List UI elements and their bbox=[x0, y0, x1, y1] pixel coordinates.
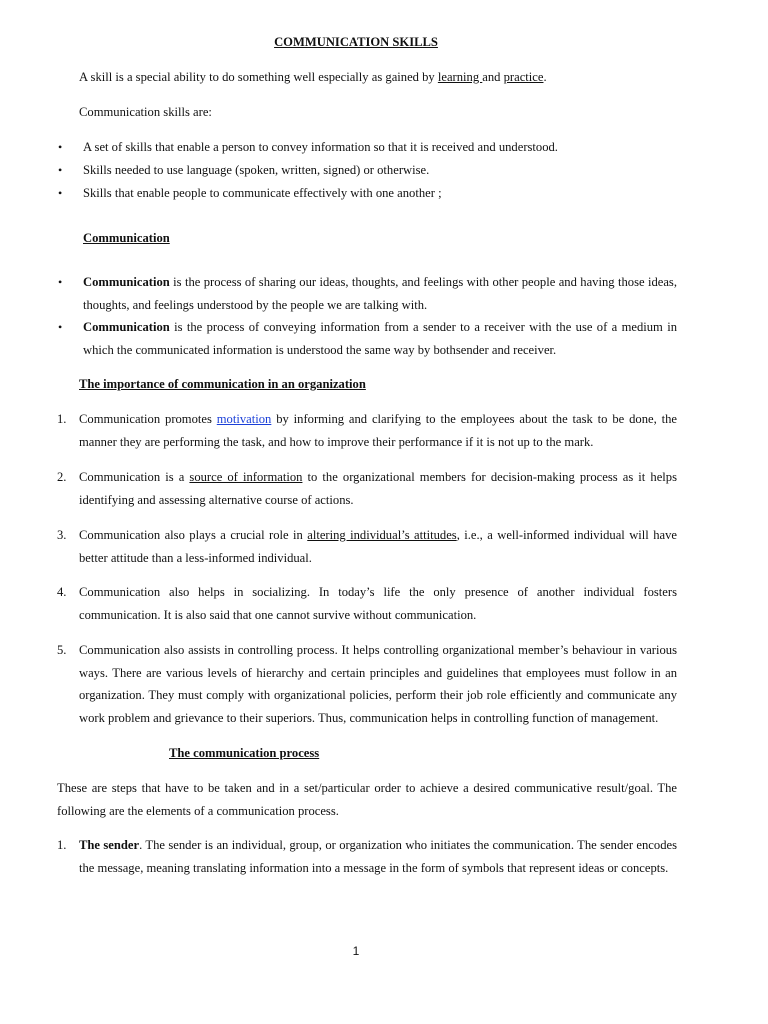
list-item-underlined: altering individual’s attitudes bbox=[307, 528, 457, 542]
list-item: Communication also assists in controlling process. It helps controlling organizational member’s behaviour in various ways. There are various levels of hierarchy and certain principles and guidelines that employees must follow in an organization. They must comply with organizational policies, perform their job role efficiently and communicate any work problem and grievance to their superiors. Thus, communication helps in controlling function of management. bbox=[79, 643, 677, 725]
bullet-icon: • bbox=[58, 163, 63, 177]
list-number: 3. bbox=[57, 528, 67, 542]
bullet-icon: • bbox=[58, 140, 63, 154]
bullet-icon: • bbox=[58, 186, 63, 200]
list-item bbox=[79, 466, 677, 511]
list-item bbox=[83, 271, 677, 316]
list-item-underlined: source of information bbox=[189, 470, 303, 484]
list-item-text: . The sender is an individual, group, or organization who initiates the communication. The sender encodes the message, meaning translating information into a message in the form of symbols that represent ideas or concepts. bbox=[79, 838, 677, 875]
communication-heading: Communication bbox=[83, 231, 170, 245]
intro-text-after: . bbox=[543, 70, 547, 84]
list-item-text: Communication also plays a crucial role in bbox=[79, 528, 308, 542]
intro-text-middle: and bbox=[482, 70, 504, 84]
list-item-text: by informing and clarifying to the employees about the task to be done, the manner they are performing the task, and how to improve their performance if it is not up to the mark. bbox=[79, 412, 677, 449]
list-item: Skills that enable people to communicate effectively with one another ; bbox=[83, 186, 442, 200]
list-item bbox=[83, 316, 677, 361]
page-number: 1 bbox=[352, 944, 360, 958]
list-item-text: Communication promotes bbox=[79, 412, 217, 426]
list-number: 2. bbox=[57, 470, 67, 484]
motivation-link[interactable]: motivation bbox=[216, 412, 272, 426]
list-item-bold: Communication bbox=[83, 275, 170, 289]
list-number: 4. bbox=[57, 585, 67, 599]
list-item-text: is the process of sharing our ideas, thoughts, and feelings with other people and having those ideas, thoughts, and feelings understood by the people we are talking with. bbox=[83, 275, 677, 312]
list-item bbox=[79, 408, 677, 453]
page-title: COMMUNICATION SKILLS bbox=[274, 35, 438, 49]
practice-link[interactable]: practice bbox=[503, 70, 544, 84]
list-item-text: , i.e., a well-informed individual will have better attitude than a less-informed individual. bbox=[79, 528, 678, 565]
list-number: 5. bbox=[57, 643, 67, 657]
process-heading: The communication process bbox=[169, 746, 320, 760]
list-item: Skills needed to use language (spoken, written, signed) or otherwise. bbox=[83, 163, 430, 177]
process-intro: These are steps that have to be taken and in a set/particular order to achieve a desired communicative result/goal. The following are the elements of a communication process. bbox=[57, 781, 677, 818]
bullet-icon: • bbox=[58, 320, 63, 334]
list-item: Communication also helps in socializing. In today’s life the only presence of another individual fosters communication. It is also said that one cannot survive without communication. bbox=[79, 585, 677, 622]
list-item bbox=[79, 524, 677, 569]
list-item-text: Communication is a bbox=[79, 470, 190, 484]
learning-link[interactable]: learning bbox=[437, 70, 483, 84]
skills-label: Communication skills are: bbox=[79, 105, 212, 119]
list-item bbox=[79, 834, 677, 879]
importance-heading: The importance of communication in an organization bbox=[79, 377, 366, 391]
list-number: 1. bbox=[57, 838, 67, 852]
list-item-text: is the process of conveying information from a sender to a receiver with the use of a medium in which the communicated information is understood the same way by bothsender and receiver. bbox=[83, 320, 677, 357]
list-item: A set of skills that enable a person to convey information so that it is received and understood. bbox=[83, 140, 558, 154]
intro-paragraph bbox=[79, 70, 676, 85]
list-item-text: to the organizational members for decision-making process as it helps identifying and assessing alternative course of actions. bbox=[79, 470, 677, 507]
list-number: 1. bbox=[57, 412, 67, 426]
list-item-bold: The sender bbox=[79, 838, 140, 852]
bullet-icon: • bbox=[58, 275, 63, 289]
list-item-bold: Communication bbox=[83, 320, 170, 334]
intro-text-before: A skill is a special ability to do something well especially as gained by bbox=[79, 70, 438, 84]
